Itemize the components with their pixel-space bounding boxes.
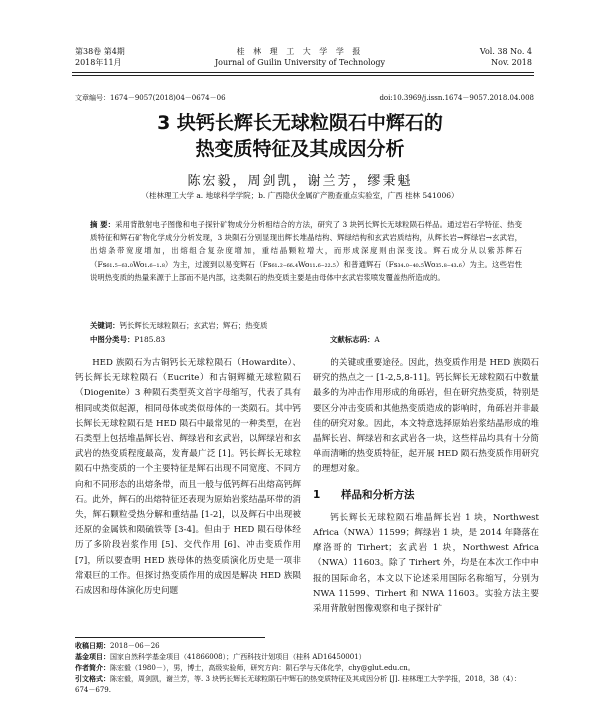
section-heading [313,488,539,503]
clc-value: P185.83 [134,335,166,344]
header-center [200,46,400,68]
footnote-received: 收稿日期：2018－06－26 [75,642,160,650]
body-column-left [75,356,301,599]
section-number: 1 [313,488,321,501]
keywords [90,320,522,331]
footnote-author: 作者简介：陈宏毅（1980－），男，博士，高级实验师，研究方向：陨石学与天体化学，chy@glut.edu.cn。 [75,664,415,672]
footnote-citation: 引文格式：陈宏毅，周剑凯，谢兰芳，等. 3 块钙长辉长无球粒陨石中辉石的热变质特征及其成因分析 [J]. 桂林理工大学学报，2018，38（4）：674－679. [75,675,521,694]
body-paragraph: 钙长辉长无球粒陨石堆晶辉长岩 1 块，Northwest Africa（NWA）11599；辉绿岩 1 块，是 2014 年降落在摩洛哥的 Tirhert；玄武岩 1 块，Northwest Africa（NWA）11603。除了 Tirhert 外，均是在本次工作中申报的国际命名，本文以下论述采用国际名称缩写，分别为 NWA 11599、Tirhert 和 NWA 11603。实验方法主要采用背散射图像观察和电子探针矿 [313,512,539,615]
doc-label: 文献标志码： [330,335,375,344]
body-paragraph: 的关键或重要途径。因此，热变质作用是 HED 族陨石研究的热点之一 [1-2,5,8-11]。钙长辉长无球粒陨石中数量最多的为冲击作用形成的角砾岩，但在研究热变质，特别是要区分冲击变质和其他热变质造成的影响时，角砾岩并非最佳的研究对象。因此，本文特意选择原始岩浆结晶形成的堆晶辉长岩、辉绿岩和玄武岩各一块，这些样品均具有十分简单而清晰的热变质特征，起开展 HED 陨石热变质作用研究的理想对象。 [313,358,539,475]
doc-value: A [374,335,380,344]
keywords-text: 钙长辉长无球粒陨石；玄武岩；辉石；热变质 [119,321,268,330]
title-line-1: 3 块钙长辉长无球粒陨石中辉石的 [157,112,443,134]
abstract-text: 采用背散射电子图像和电子探针矿物成分分析相结合的方法，研究了 3 块钙长辉长无球粒陨石样品。通过岩石学特征、热变质特征和辉石矿物化学成分分析发现，3 块陨石分别显现出辉长堆晶结构、辉绿结构和玄武岩质结构，从辉长岩→辉绿岩→玄武岩，出熔条带宽度增加，出熔组合复杂度增加，重结晶颗粒增大，而形成深度则由深变浅。辉石成分从以紫苏辉石（Fs₆₁.₅₋₆₃.₀Wo₁.₆₋₁.₈）为主，过渡到以易变辉石（Fs₆₁.₂₋₆₆.₄Wo₁₁.₆₋₂₂.₅）和普通辉石（Fs₃₄.₀₋₄₀.₅Wo₃₅.₈₋₄₃.₆）为主。这些岩性说明热变质的热量来源于上部而不是内部，这类陨石的热变质主要是由母体中玄武岩浆喷发覆盖热所造成的。 [90,220,522,282]
header-divider-thin [72,75,534,76]
volume-cn: 第38卷 第4期 [75,47,125,56]
date-cn: 2018年11月 [75,58,122,67]
date-en: Nov. 2018 [491,58,532,67]
journal-title-cn: 桂 林 理 工 大 学 学 报 [236,47,364,56]
doi: doi:10.3969/j.issn.1674－9057.2018.04.008 [379,94,534,102]
abstract [90,218,522,284]
article-ids [75,93,534,103]
page-header [0,0,600,74]
header-left [75,46,125,68]
affiliation: （桂林理工大学 a. 地球科学学院；b. 广西隐伏金属矿产勘查重点实验室，广西 桂林 541006） [141,191,459,200]
clc-label: 中图分类号： [90,335,135,344]
section-title: 样品和分析方法 [341,488,415,501]
classification [90,334,522,345]
footnotes [75,641,534,696]
footnote-fund: 基金项目：国家自然科学基金项目（41866008）；广西科技计划项目（桂科 AD16450001） [75,653,366,661]
doc-code [330,334,380,345]
journal-title-en: Journal of Guilin University of Technology [214,58,386,67]
keywords-label: 关键词： [90,321,120,330]
footnote-divider [75,637,265,638]
body-column-right [313,356,539,617]
article-number: 文章编号：1674－9057(2018)04－0674－06 [75,94,226,102]
abstract-label: 摘 要： [90,220,116,229]
header-divider [72,72,534,73]
body-paragraph: HED 族陨石为古铜钙长无球粒陨石（Howardite）、钙长辉长无球粒陨石（Eucrite）和古铜辉橄无球粒陨石（Diogenite）3 种陨石类型英文首字母缩写，代表了具有相同或类似起源，相同母体或类似母体的一类陨石。其中钙长辉长无球粒陨石是 HED 陨石中最常见的一种类型，在岩石类型上包括堆晶辉长岩、辉绿岩和玄武岩，以辉绿岩和玄武岩的热变质程度最高，发育最广泛 [1]。钙长辉长无球粒陨石中热变质的一个主要特征是辉石出现不同宽度、不同方向和不同形态的出熔条带，而且一般与低钙辉石出熔高钙辉石。此外，辉石的出熔特征还表现为原始岩浆结晶环带的消失，辉石颗粒受热分解和重结晶 [1-2]，以及辉石中出现被还原的金属铁和陨硫铁等 [3-4]。但由于 HED 陨石母体经历了多阶段岩浆作用 [5]、交代作用 [6]、冲击变质作用 [7]，所以要查明 HED 族母体的热变质演化历史是一项非常艰巨的工作。但探讨热变质作用的成因是解决 HED 族陨石成因和母体演化历史问题 [75,358,301,597]
volume-en: Vol. 38 No. 4 [479,47,532,56]
header-right [480,46,532,68]
title-line-2: 热变质特征及其成因分析 [195,138,405,160]
authors: 陈宏毅，周剑凯，谢兰芳，缪秉魁 [187,174,413,189]
